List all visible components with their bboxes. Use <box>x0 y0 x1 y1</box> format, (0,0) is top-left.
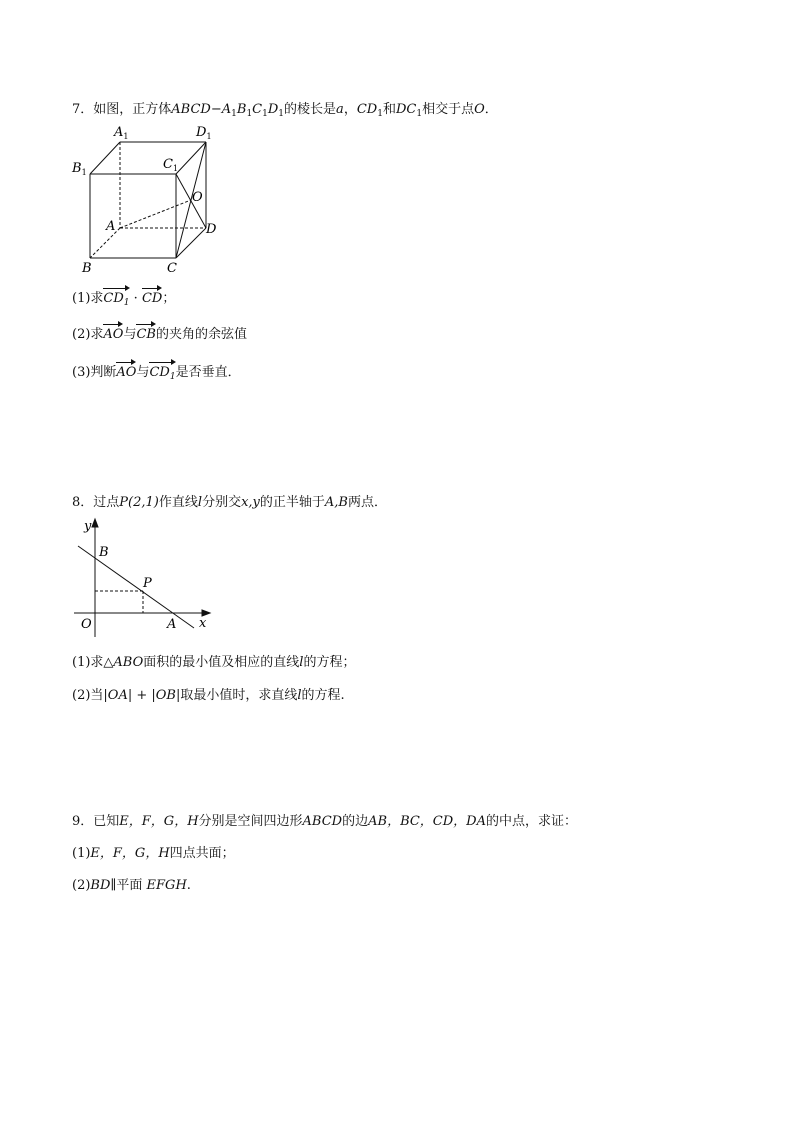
vector-CB: CB <box>136 324 156 344</box>
label-A: A <box>106 219 116 234</box>
q9-part1: (1)E，F，G，H四点共面； <box>72 846 235 861</box>
seg-AO <box>120 200 191 228</box>
q7-stem: 7．如图，正方体$ABCD-A_1B_1C_1D_1$的棱长是a，$CD_1$和$DC_1$相交于点O． <box>72 102 498 119</box>
vector-CD1: $CD_1$ <box>103 288 129 308</box>
vector-AO: AO <box>103 324 123 344</box>
q9-stem: 9．已知E，F，G，H分别是空间四边形ABCD的边AB，BC，CD，DA的中点，求证： <box>72 814 578 829</box>
edge-CD <box>176 228 206 258</box>
label-B1: $B_1$ <box>72 161 87 177</box>
label-y: y <box>84 519 92 534</box>
label-D: D <box>206 222 217 237</box>
q7-part1: (1)求$CD_1$ · CD； <box>72 288 175 308</box>
vector-AO-2: AO <box>116 362 136 382</box>
q8-stem: 8．过点P(2,1)作直线l分别交x,y的正半轴于A,B两点． <box>72 495 387 510</box>
edge-B1A1 <box>90 142 120 174</box>
q9-part2: (2)BD∥平面 EFGH. <box>72 878 191 893</box>
q8-part2: (2)当|OA| + |OB|取最小值时，求直线l的方程. <box>72 688 345 703</box>
label-x: x <box>199 616 207 631</box>
label-D1: $D_1$ <box>196 125 212 141</box>
y-axis-arrow <box>92 519 98 527</box>
label-C1: $C_1$ <box>163 157 179 173</box>
label-A1: $A_1$ <box>114 125 129 141</box>
label-C: C <box>167 261 177 276</box>
label-B: B <box>99 545 109 560</box>
label-O: O <box>192 190 203 205</box>
edge-AB <box>90 228 120 258</box>
label-A: A <box>167 617 177 632</box>
q8-part1: (1)求△ABO面积的最小值及相应的直线l的方程； <box>72 655 356 670</box>
vector-CD1-2: $CD_1$ <box>149 362 175 382</box>
label-O: O <box>81 617 92 632</box>
coordinate-figure <box>70 515 220 640</box>
vector-CD: CD <box>142 288 162 308</box>
label-P: P <box>143 576 152 591</box>
q7-part3: (3)判断AO与$CD_1$是否垂直． <box>72 362 241 382</box>
label-B: B <box>82 261 92 276</box>
cube-figure <box>70 122 230 282</box>
q7-part2: (2)求AO与CB的夹角的余弦值 <box>72 324 247 344</box>
